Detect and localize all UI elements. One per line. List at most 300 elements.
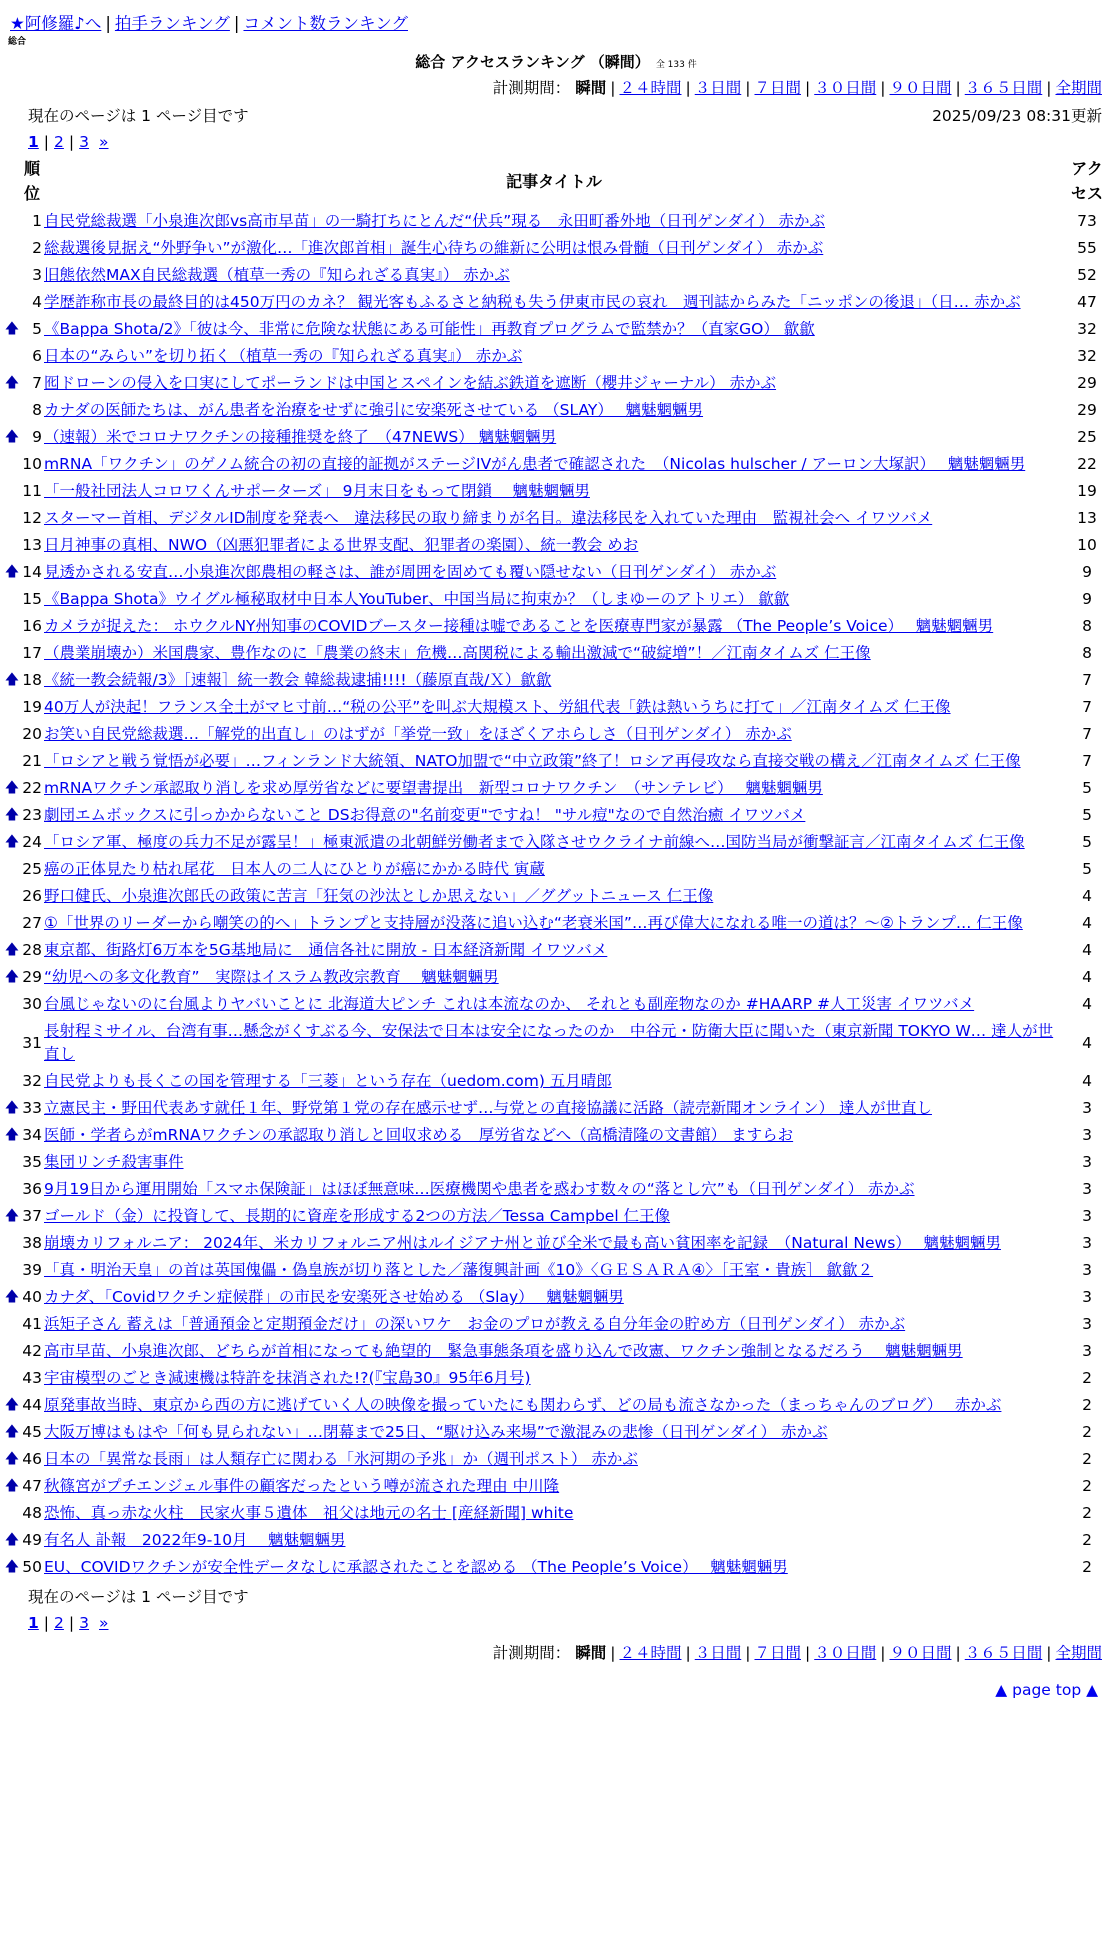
rank-number: 14 bbox=[22, 563, 42, 581]
table-row bbox=[4, 694, 1110, 721]
access-count: 8 bbox=[1082, 617, 1092, 635]
arrow-cell bbox=[4, 397, 20, 424]
table-row bbox=[4, 748, 1110, 775]
article-title-link[interactable]: 「一般社団法人コロワくんサポーターズ」 9月末日をもって閉鎖 魑魅魍魎男 bbox=[44, 482, 590, 500]
table-row bbox=[4, 613, 1110, 640]
table-row bbox=[4, 1257, 1110, 1284]
table-row bbox=[4, 1095, 1110, 1122]
article-title-link[interactable]: 野口健氏、小泉進次郎氏の政策に苦言「狂気の沙汰としか思えない」／ググットニュース 仁王像 bbox=[44, 887, 714, 905]
page-top bbox=[0, 1667, 1112, 1699]
period-3d-link[interactable]: ３日間 bbox=[694, 1644, 742, 1662]
home-link[interactable]: ★阿修羅♪へ bbox=[10, 14, 102, 33]
article-title-link[interactable]: 集団リンチ殺害事件 bbox=[44, 1153, 184, 1171]
title-cell bbox=[44, 424, 1064, 451]
access-count: 4 bbox=[1082, 1072, 1092, 1090]
table-row bbox=[4, 1419, 1110, 1446]
scope-label: 総合 bbox=[8, 37, 27, 47]
table-row bbox=[4, 856, 1110, 883]
access-count: 2 bbox=[1082, 1531, 1092, 1549]
page-info bbox=[0, 102, 1112, 130]
title-cell bbox=[44, 1149, 1064, 1176]
table-row bbox=[4, 1176, 1110, 1203]
period-365d-link[interactable]: ３６５日間 bbox=[964, 79, 1043, 97]
access-count: 13 bbox=[1077, 509, 1097, 527]
arrow-cell bbox=[4, 1230, 20, 1257]
title-cell bbox=[44, 532, 1064, 559]
table-row bbox=[4, 991, 1110, 1018]
access-count: 7 bbox=[1082, 725, 1092, 743]
title-cell bbox=[44, 964, 1064, 991]
title-cell bbox=[44, 667, 1064, 694]
table-row bbox=[4, 1473, 1110, 1500]
article-title-link[interactable]: 原発事故当時、東京から西の方に逃げていく人の映像を撮っていたにも関わらず、どの局も流さなかった（まっちゃんのブログ） 赤かぶ bbox=[44, 1396, 1002, 1414]
article-title-link[interactable]: 《Bappa Shota》ウイグル極秘取材中日本人YouTuber、中国当局に拘束か？（しまゆーのアトリエ） 歙歙 bbox=[44, 590, 790, 608]
title-cell bbox=[44, 1419, 1064, 1446]
article-title-link[interactable]: 「ロシア軍、極度の兵力不足が露呈！」極東派遣の北朝鮮労働者まで入隊させウクライナ前線へ…国防当局が衝撃証言／江南タイムズ 仁王像 bbox=[44, 833, 1025, 851]
rank-up-arrow-icon: 🡅 bbox=[4, 942, 20, 958]
table-row bbox=[4, 1149, 1110, 1176]
next-page-link[interactable]: » bbox=[99, 1614, 109, 1632]
rank-number: 10 bbox=[22, 455, 42, 473]
table-row bbox=[4, 1203, 1110, 1230]
rank-number: 4 bbox=[32, 293, 42, 311]
article-title-link[interactable]: 囮ドローンの侵入を口実にしてポーランドは中国とスペインを結ぶ鉄道を遮断（櫻井ジャーナル） 赤かぶ bbox=[44, 374, 777, 392]
title-cell bbox=[44, 343, 1064, 370]
arrow-cell bbox=[4, 910, 20, 937]
access-count: 3 bbox=[1082, 1099, 1092, 1117]
arrow-header bbox=[4, 154, 20, 208]
article-title-link[interactable]: 自民党総裁選「小泉進次郎vs高市早苗」の一騎打ちにとんだ“伏兵”現る 永田町番外地（日刊ゲンダイ） 赤かぶ bbox=[44, 212, 825, 230]
rank-up-arrow-icon: 🡅 bbox=[4, 969, 20, 985]
title-cell bbox=[44, 748, 1064, 775]
period-90d-link[interactable]: ９０日間 bbox=[889, 79, 952, 97]
rank-up-arrow-icon: 🡅 bbox=[4, 1289, 20, 1305]
page-info-bottom bbox=[0, 1583, 1112, 1611]
top-navigation bbox=[0, 0, 1112, 34]
article-title-link[interactable]: 台風じゃないのに台風よりヤバいことに 北海道大ピンチ これは本流なのか、 それとも副産物なのか #HAARP #人工災害 イワツバメ bbox=[44, 995, 975, 1013]
article-title-link[interactable]: 東京都、街路灯6万本を5G基地局に 通信各社に開放 - 日本経済新聞 イワツバメ bbox=[44, 941, 608, 959]
article-title-link[interactable]: 崩壊カリフォルニア： 2024年、米カリフォルニア州はルイジアナ州と並び全米で最も高い貧困率を記録 （Natural News） 魑魅魍魎男 bbox=[44, 1234, 1001, 1252]
table-row bbox=[4, 208, 1110, 235]
updated-timestamp: 2025/09/23 08:31更新 bbox=[932, 107, 1102, 125]
rank-number: 24 bbox=[22, 833, 42, 851]
table-row bbox=[4, 1527, 1110, 1554]
table-row bbox=[4, 937, 1110, 964]
rank-up-arrow-icon: 🡅 bbox=[4, 834, 20, 850]
article-title-link[interactable]: 9月19日から運用開始「スマホ保険証」はほぼ無意味…医療機関や患者を惑わす数々の“落とし穴”も（日刊ゲンダイ） 赤かぶ bbox=[44, 1180, 915, 1198]
article-title-link[interactable]: 日本の“みらい”を切り拓く（植草一秀の『知られざる真実』） 赤かぶ bbox=[44, 347, 523, 365]
rank-number: 3 bbox=[32, 266, 42, 284]
access-count: 3 bbox=[1082, 1234, 1092, 1252]
table-row bbox=[4, 1500, 1110, 1527]
rank-up-arrow-icon: 🡅 bbox=[4, 1397, 20, 1413]
access-count: 47 bbox=[1077, 293, 1097, 311]
table-row bbox=[4, 1554, 1110, 1581]
title-cell bbox=[44, 262, 1064, 289]
rank-number: 29 bbox=[22, 968, 42, 986]
article-title-link[interactable]: 自民党よりも長くこの国を管理する「三菱」という存在（uedom.com) 五月晴郎 bbox=[44, 1072, 612, 1090]
article-title-link[interactable]: 長射程ミサイル、台湾有事…懸念がくすぶる今、安保法で日本は安全になったのか 中谷元・防衛大臣に聞いた（東京新聞 TOKYO W… 達人が世直し bbox=[44, 1022, 1054, 1063]
title-cell bbox=[44, 1500, 1064, 1527]
rank-number: 35 bbox=[22, 1153, 42, 1171]
title-cell bbox=[44, 1392, 1064, 1419]
article-title-link[interactable]: 大阪万博はもはや「何も見られない」…閉幕まで25日、“駆け込み来場”で激混みの悲惨（日刊ゲンダイ） 赤かぶ bbox=[44, 1423, 828, 1441]
title-cell bbox=[44, 1176, 1064, 1203]
period-30d-link[interactable]: ３０日間 bbox=[814, 1644, 877, 1662]
rank-header: 順位 bbox=[23, 159, 40, 203]
rank-number: 39 bbox=[22, 1261, 42, 1279]
arrow-cell bbox=[4, 883, 20, 910]
table-row bbox=[4, 1018, 1110, 1068]
rank-number: 15 bbox=[22, 590, 42, 608]
title-cell bbox=[44, 694, 1064, 721]
article-title-link[interactable]: （農業崩壊か）米国農家、豊作なのに「農業の終末」危機…高関税による輸出激減で“破綻増”！／江南タイムズ 仁王像 bbox=[44, 644, 871, 662]
clap-ranking-link[interactable]: 拍手ランキング bbox=[114, 14, 230, 33]
access-count: 2 bbox=[1082, 1558, 1092, 1576]
page-top-link[interactable]: ▲ page top ▲ bbox=[995, 1681, 1098, 1699]
period-365d-link[interactable]: ３６５日間 bbox=[964, 1644, 1043, 1662]
arrow-cell bbox=[4, 694, 20, 721]
rank-number: 36 bbox=[22, 1180, 42, 1198]
rank-number: 40 bbox=[22, 1288, 42, 1306]
table-row bbox=[4, 586, 1110, 613]
article-title-link[interactable]: 《Bappa Shota/2》「彼は今、非常に危険な状態にある可能性」再教育プログラムで監禁か？（直家GO） 歙歙 bbox=[44, 320, 815, 338]
table-row bbox=[4, 883, 1110, 910]
rank-number: 46 bbox=[22, 1450, 42, 1468]
access-count: 4 bbox=[1082, 995, 1092, 1013]
arrow-cell bbox=[4, 532, 20, 559]
title-cell bbox=[44, 640, 1064, 667]
next-page-link[interactable]: » bbox=[99, 133, 109, 151]
title-cell bbox=[44, 316, 1064, 343]
article-title-link[interactable]: “幼児への多文化教育” 実際はイスラム教改宗教育 魑魅魍魎男 bbox=[44, 968, 499, 986]
title-cell bbox=[44, 991, 1064, 1018]
arrow-cell bbox=[4, 262, 20, 289]
access-count: 7 bbox=[1082, 671, 1092, 689]
rank-number: 1 bbox=[32, 212, 42, 230]
access-count: 29 bbox=[1077, 374, 1097, 392]
title-cell bbox=[44, 370, 1064, 397]
arrow-cell bbox=[4, 586, 20, 613]
table-row bbox=[4, 1446, 1110, 1473]
period-label: 計測期間： bbox=[492, 1644, 571, 1662]
arrow-cell bbox=[4, 235, 20, 262]
article-title-link[interactable]: 医師・学者らがmRNAワクチンの承認取り消しと回収求める 厚労省などへ（高橋清隆の文書館） ますらお bbox=[44, 1126, 794, 1144]
rank-number: 27 bbox=[22, 914, 42, 932]
rank-number: 32 bbox=[22, 1072, 42, 1090]
article-title-link[interactable]: mRNAワクチン承認取り消しを求め厚労省などに要望書提出 新型コロナワクチン （サンテレビ） 魑魅魍魎男 bbox=[44, 779, 823, 797]
rank-number: 26 bbox=[22, 887, 42, 905]
access-count: 4 bbox=[1082, 968, 1092, 986]
period-90d-link[interactable]: ９０日間 bbox=[889, 1644, 952, 1662]
period-all-link[interactable]: 全期間 bbox=[1055, 79, 1102, 97]
article-title-link[interactable]: 「真・明治天皇」の首は英国傀儡・偽皇族が切り落とした／藩復興計画《10》〈ＧＥＳＡＲＡ④〉［王室・貴族］ 歙歙２ bbox=[44, 1261, 874, 1279]
access-count: 2 bbox=[1082, 1504, 1092, 1522]
article-title-link[interactable]: 劇団エムボックスに引っかからないこと DSお得意の"名前変更"ですね！ "サル痘"なので自然治癒 イワツバメ bbox=[44, 806, 806, 824]
rank-number: 8 bbox=[32, 401, 42, 419]
page-2-link[interactable]: 2 bbox=[54, 1614, 64, 1632]
period-all-link[interactable]: 全期間 bbox=[1055, 1644, 1102, 1662]
title-cell bbox=[44, 289, 1064, 316]
rank-number: 37 bbox=[22, 1207, 42, 1225]
rank-number: 47 bbox=[22, 1477, 42, 1495]
arrow-cell bbox=[4, 1338, 20, 1365]
article-title-link[interactable]: カナダの医師たちは、がん患者を治療をせずに強引に安楽死させている （SLAY） 魑魅魍魎男 bbox=[44, 401, 704, 419]
table-row bbox=[4, 397, 1110, 424]
access-count: 32 bbox=[1077, 347, 1097, 365]
access-count: 3 bbox=[1082, 1126, 1092, 1144]
arrow-cell bbox=[4, 856, 20, 883]
rank-number: 33 bbox=[22, 1099, 42, 1117]
arrow-cell bbox=[4, 1257, 20, 1284]
article-title-link[interactable]: mRNA「ワクチン」のゲノム統合の初の直接的証拠がステージIVがん患者で確認された （Nicolas hulscher / アーロン大塚訳） 魑魅魍魎男 bbox=[44, 455, 1026, 473]
table-row bbox=[4, 451, 1110, 478]
period-7d-link[interactable]: ７日間 bbox=[754, 1644, 801, 1662]
article-title-link[interactable]: 見透かされる安直…小泉進次郎農相の軽さは、誰が周囲を固めても覆い隠せない（日刊ゲンダイ） 赤かぶ bbox=[44, 563, 777, 581]
arrow-cell bbox=[4, 478, 20, 505]
period-30d-link[interactable]: ３０日間 bbox=[814, 79, 877, 97]
rank-number: 25 bbox=[22, 860, 42, 878]
title-cell bbox=[44, 1338, 1064, 1365]
table-row bbox=[4, 829, 1110, 856]
page-title bbox=[0, 50, 1112, 74]
article-title-link[interactable]: 立憲民主・野田代表あす就任１年、野党第１党の存在感示せず…与党との直接協議に活路（読売新聞オンライン） 達人が世直し bbox=[44, 1099, 932, 1117]
access-count: 4 bbox=[1082, 1033, 1092, 1052]
article-title-link[interactable]: 旧態依然MAX自民総裁選（植草一秀の『知られざる真実』） 赤かぶ bbox=[44, 266, 510, 284]
rank-number: 16 bbox=[22, 617, 42, 635]
article-title-link[interactable]: 恐怖、真っ赤な火柱 民家火事５遺体 祖父は地元の名士 [産経新聞] white bbox=[44, 1504, 574, 1522]
table-row bbox=[4, 1311, 1110, 1338]
access-count: 3 bbox=[1082, 1288, 1092, 1306]
article-title-link[interactable]: EU、COVIDワクチンが安全性データなしに承認されたことを認める （The People’s Voice） 魑魅魍魎男 bbox=[44, 1558, 788, 1576]
article-title-link[interactable]: スターマー首相、デジタルID制度を発表へ 違法移民の取り締まりが名目。違法移民を入れていた理由 監視社会へ イワツバメ bbox=[44, 509, 933, 527]
table-row bbox=[4, 964, 1110, 991]
arrow-cell bbox=[4, 991, 20, 1018]
rank-up-arrow-icon: 🡅 bbox=[4, 1478, 20, 1494]
table-row bbox=[4, 478, 1110, 505]
rank-number: 44 bbox=[22, 1396, 42, 1414]
article-title-link[interactable]: ゴールド（金）に投資して、長期的に資産を形成する2つの方法／Tessa Campbel 仁王像 bbox=[44, 1207, 671, 1225]
title-cell bbox=[44, 1284, 1064, 1311]
title-cell bbox=[44, 856, 1064, 883]
title-cell bbox=[44, 1230, 1064, 1257]
title-cell bbox=[44, 235, 1064, 262]
article-title-link[interactable]: ①「世界のリーダーから嘲笑の的へ」トランプと支持層が没落に追い込む“老衰米国”…再び偉大になれる唯一の道は？～②トランプ… 仁王像 bbox=[44, 914, 1023, 932]
page-1-link[interactable]: 1 bbox=[28, 1614, 39, 1632]
rank-number: 48 bbox=[22, 1504, 42, 1522]
article-title-link[interactable]: 秋篠宮がプチエンジェル事件の顧客だったという噂が流された理由 中川隆 bbox=[44, 1477, 560, 1495]
rank-up-arrow-icon: 🡅 bbox=[4, 321, 20, 337]
title-cell bbox=[44, 1554, 1064, 1581]
page-3-link[interactable]: 3 bbox=[79, 1614, 90, 1632]
article-title-link[interactable]: 癌の正体見たり枯れ尾花 日本人の二人にひとりが癌にかかる時代 寅蔵 bbox=[44, 860, 545, 878]
rank-number: 9 bbox=[32, 428, 42, 446]
access-header: アクセス bbox=[1070, 159, 1103, 203]
access-count: 8 bbox=[1082, 644, 1092, 662]
access-count: 52 bbox=[1077, 266, 1097, 284]
access-count: 5 bbox=[1082, 779, 1092, 797]
rank-up-arrow-icon: 🡅 bbox=[4, 429, 20, 445]
table-row bbox=[4, 910, 1110, 937]
table-row bbox=[4, 532, 1110, 559]
rank-number: 13 bbox=[22, 536, 42, 554]
table-row bbox=[4, 316, 1110, 343]
rank-number: 38 bbox=[22, 1234, 42, 1252]
title-cell bbox=[44, 613, 1064, 640]
article-title-link[interactable]: 有名人 訃報 2022年9-10月 魑魅魍魎男 bbox=[44, 1531, 346, 1549]
table-row bbox=[4, 721, 1110, 748]
page-3-link[interactable]: 3 bbox=[79, 133, 90, 151]
table-row bbox=[4, 1392, 1110, 1419]
rank-number: 19 bbox=[22, 698, 42, 716]
table-row bbox=[4, 1338, 1110, 1365]
article-title-link[interactable]: 《統一教会続報/3》［速報］統一教会 韓総裁逮捕!!!!（藤原直哉/Ｘ）歙歙 bbox=[44, 671, 552, 689]
article-title-link[interactable]: 浜矩子さん 蓄えは「普通預金と定期預金だけ」の深いワケ お金のプロが教える自分年金の貯め方（日刊ゲンダイ） 赤かぶ bbox=[44, 1315, 906, 1333]
rank-number: 17 bbox=[22, 644, 42, 662]
article-title-link[interactable]: 高市早苗、小泉進次郎、どちらが首相になっても絶望的 緊急事態条項を盛り込んで改憲、ワクチン強制となるだろう 魑魅魍魎男 bbox=[44, 1342, 963, 1360]
table-row bbox=[4, 559, 1110, 586]
rank-number: 28 bbox=[22, 941, 42, 959]
title-cell bbox=[44, 1203, 1064, 1230]
title-cell bbox=[44, 1095, 1064, 1122]
pagination-bottom: 1 | 2 | 3 » bbox=[28, 1614, 109, 1632]
access-count: 55 bbox=[1077, 239, 1097, 257]
article-title-link[interactable]: カナダ、「Covidワクチン症候群」の市民を安楽死させ始める （Slay） 魑魅魍魎男 bbox=[44, 1288, 624, 1306]
access-count: 2 bbox=[1082, 1450, 1092, 1468]
rank-number: 45 bbox=[22, 1423, 42, 1441]
access-count: 2 bbox=[1082, 1369, 1092, 1387]
access-count: 9 bbox=[1082, 590, 1092, 608]
title-header: 記事タイトル bbox=[506, 171, 602, 191]
arrow-cell bbox=[4, 451, 20, 478]
table-row bbox=[4, 775, 1110, 802]
article-title-link[interactable]: （速報）米でコロナワクチンの接種推奨を終了 （47NEWS） 魑魅魍魎男 bbox=[44, 428, 557, 446]
title-cell bbox=[44, 1473, 1064, 1500]
access-count: 7 bbox=[1082, 752, 1092, 770]
arrow-cell bbox=[4, 1018, 20, 1068]
title-cell bbox=[44, 478, 1064, 505]
access-count: 25 bbox=[1077, 428, 1097, 446]
rank-number: 41 bbox=[22, 1315, 42, 1333]
rank-up-arrow-icon: 🡅 bbox=[4, 1127, 20, 1143]
rank-number: 5 bbox=[32, 320, 42, 338]
rank-up-arrow-icon: 🡅 bbox=[4, 1451, 20, 1467]
period-24h-link[interactable]: ２４時間 bbox=[619, 1644, 682, 1662]
separator: | bbox=[105, 14, 111, 33]
article-title-link[interactable]: 40万人が決起！フランス全土がマヒ寸前…“税の公平”を叫ぶ大規模スト、労組代表「鉄は熱いうちに打て」／江南タイムズ 仁王像 bbox=[44, 698, 951, 716]
table-row bbox=[4, 370, 1110, 397]
title-cell bbox=[44, 883, 1064, 910]
title-cell bbox=[44, 1018, 1064, 1068]
arrow-cell bbox=[4, 505, 20, 532]
arrow-cell bbox=[4, 1500, 20, 1527]
access-count: 3 bbox=[1082, 1180, 1092, 1198]
access-count: 22 bbox=[1077, 455, 1097, 473]
access-count: 19 bbox=[1077, 482, 1097, 500]
arrow-cell bbox=[4, 208, 20, 235]
access-count: 3 bbox=[1082, 1153, 1092, 1171]
access-count: 29 bbox=[1077, 401, 1097, 419]
access-count: 3 bbox=[1082, 1315, 1092, 1333]
rank-number: 30 bbox=[22, 995, 42, 1013]
table-row bbox=[4, 802, 1110, 829]
title-cell bbox=[44, 937, 1064, 964]
table-row bbox=[4, 1122, 1110, 1149]
arrow-cell bbox=[4, 1311, 20, 1338]
period-3d-link[interactable]: ３日間 bbox=[694, 79, 742, 97]
rank-up-arrow-icon: 🡅 bbox=[4, 1424, 20, 1440]
arrow-cell bbox=[4, 289, 20, 316]
arrow-cell bbox=[4, 721, 20, 748]
period-7d-link[interactable]: ７日間 bbox=[754, 79, 801, 97]
rank-up-arrow-icon: 🡅 bbox=[4, 1208, 20, 1224]
table-row bbox=[4, 1365, 1110, 1392]
article-title-link[interactable]: 日月神事の真相、NWO（凶悪犯罪者による世界支配、犯罪者の楽園）、統一教会 めお bbox=[44, 536, 639, 554]
access-count: 5 bbox=[1082, 860, 1092, 878]
title-cell bbox=[44, 829, 1064, 856]
access-count: 3 bbox=[1082, 1207, 1092, 1225]
title-cell bbox=[44, 775, 1064, 802]
article-title-link[interactable]: 「ロシアと戦う覚悟が必要」…フィンランド大統領、NATO加盟で“中立政策”終了！ロシア再侵攻なら直接交戦の構え／江南タイムズ 仁王像 bbox=[44, 752, 1021, 770]
rank-number: 23 bbox=[22, 806, 42, 824]
rank-up-arrow-icon: 🡅 bbox=[4, 1532, 20, 1548]
access-count: 5 bbox=[1082, 806, 1092, 824]
period-label: 計測期間： bbox=[492, 79, 571, 97]
article-title-link[interactable]: 学歴詐称市長の最終目的は450万円のカネ？ 観光客もふるさと納税も失う伊東市民の哀れ 週刊誌からみた「ニッポンの後退」（日… 赤かぶ bbox=[44, 293, 1021, 311]
title-cell bbox=[44, 1311, 1064, 1338]
rank-up-arrow-icon: 🡅 bbox=[4, 1100, 20, 1116]
rank-number: 43 bbox=[22, 1369, 42, 1387]
table-row bbox=[4, 1284, 1110, 1311]
access-count: 4 bbox=[1082, 941, 1092, 959]
arrow-cell bbox=[4, 1365, 20, 1392]
table-row bbox=[4, 235, 1110, 262]
arrow-cell bbox=[4, 1176, 20, 1203]
access-count: 32 bbox=[1077, 320, 1097, 338]
total-count: 全 133 件 bbox=[655, 60, 697, 70]
access-count: 2 bbox=[1082, 1423, 1092, 1441]
table-row bbox=[4, 505, 1110, 532]
comment-ranking-link[interactable]: コメント数ランキング bbox=[243, 14, 408, 33]
rank-number: 21 bbox=[22, 752, 42, 770]
table-row bbox=[4, 343, 1110, 370]
title-cell bbox=[44, 397, 1064, 424]
article-title-link[interactable]: お笑い自民党総裁選…「解党的出直し」のはずが「挙党一致」をほざくアホらしさ（日刊ゲンダイ） 赤かぶ bbox=[44, 725, 792, 743]
rank-up-arrow-icon: 🡅 bbox=[4, 1559, 20, 1575]
access-count: 3 bbox=[1082, 1261, 1092, 1279]
title-cell bbox=[44, 208, 1064, 235]
title-cell bbox=[44, 1446, 1064, 1473]
page-2-link[interactable]: 2 bbox=[54, 133, 64, 151]
access-count: 10 bbox=[1077, 536, 1097, 554]
arrow-cell bbox=[4, 343, 20, 370]
article-title-link[interactable]: カメラが捉えた： ホウクルNY州知事のCOVIDブースター接種は嘘であることを医療専門家が暴露 （The People’s Voice） 魑魅魍魎男 bbox=[44, 617, 994, 635]
article-title-link[interactable]: 総裁選後見据え“外野争い”が激化…「進次郎首相」誕生心待ちの維新に公明は恨み骨髄（日刊ゲンダイ） 赤かぶ bbox=[44, 239, 824, 257]
ranking-rows bbox=[4, 208, 1110, 1581]
page-1-link[interactable]: 1 bbox=[28, 133, 39, 151]
rank-number: 2 bbox=[32, 239, 42, 257]
table-row bbox=[4, 1230, 1110, 1257]
article-title-link[interactable]: 宇宙模型のごとき減速機は特許を抹消された!?(『宝島30』95年6月号) bbox=[44, 1369, 531, 1387]
title-cell bbox=[44, 910, 1064, 937]
arrow-cell bbox=[4, 613, 20, 640]
article-title-link[interactable]: 日本の「異常な長雨」は人類存亡に関わる「氷河期の予兆」か（週刊ポスト） 赤かぶ bbox=[44, 1450, 638, 1468]
title-cell bbox=[44, 505, 1064, 532]
period-24h-link[interactable]: ２４時間 bbox=[619, 79, 682, 97]
title-cell bbox=[44, 1122, 1064, 1149]
current-page-text-bottom: 現在のページは 1 ページ目です bbox=[28, 1588, 249, 1606]
title-cell bbox=[44, 586, 1064, 613]
